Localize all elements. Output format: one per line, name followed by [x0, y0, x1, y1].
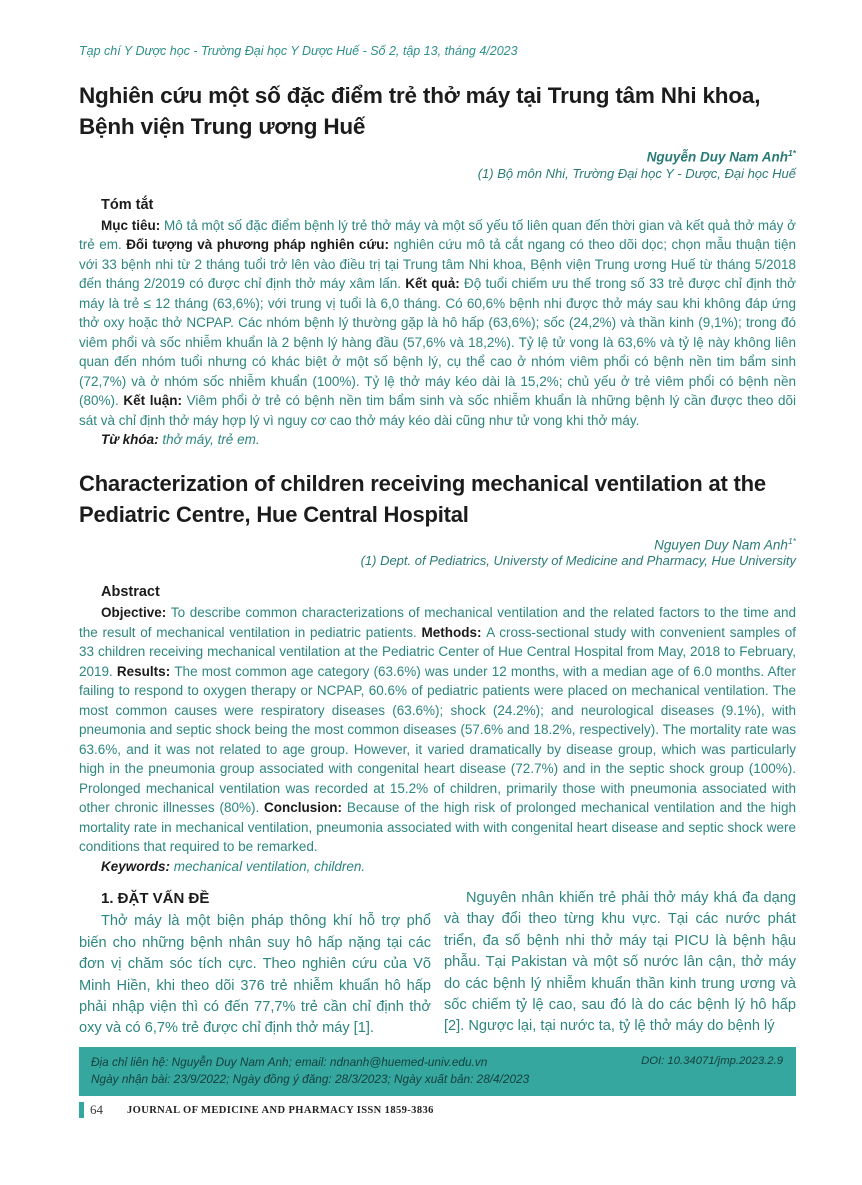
page-number: 64 [90, 1102, 103, 1117]
intro-columns [79, 888, 796, 1040]
abstract-heading-vi: Tóm tắt [101, 196, 154, 213]
author-block-vi [79, 148, 796, 182]
author-superscript-en: 1* [787, 535, 796, 546]
article-title-en: Characterization of children receiving mechanical ventilation at the Pediatric Centre, Hue Central Hospital [79, 470, 766, 527]
abstract-en: Objective: To describe common characterizations of mechanical ventilation and the related factors to the time and the result of mechanical ventilation in pediatric patients. Methods: A cross-sectional study with convenient samples of 33 children receiving mechanical ventilation at the Pediatric Center of Hue Central Hospital from May, 2018 to February, 2019. Results: The most common age category (63.6%) was under 12 months, with a median age of 6.0 months. After failing to respond to oxygen therapy or NCPAP, 60.6% of pediatric patients were placed on mechanical ventilation. The most common causes were respiratory diseases (63.6%); shock (24.2%); and neurological diseases (9.1%), with pneumonia and septic shock being the most common diseases (57.6% and 18.2%, respectively). The mortality rate was 63.6%, and it was not related to age group. However, it varied dramatically by disease group, which was particularly high in the pneumonia group associated with congenital heart disease (72.7%) and in the septic shock group (100%). Prolonged mechanical ventilation was recorded at 15.2% of children, primarily those with pneumonia associated with other chronic illnesses (80%). Conclusion: Because of the high risk of prolonged mechanical ventilation and the high mortality rate in mechanical ventilation, pneumonia associated with with congenital heart disease and septic shock were conditions that required to be remarked. [79, 605, 797, 854]
affiliation-vi: (1) Bộ môn Nhi, Trường Đại học Y - Dược, Đại học Huế [477, 165, 796, 181]
contact-bar [79, 1047, 796, 1096]
author-name-vi-text: Nguyễn Duy Nam Anh [646, 149, 788, 165]
article-title-vi: Nghiên cứu một số đặc điểm trẻ thở máy tại Trung tâm Nhi khoa, Bệnh viện Trung ương Huế [79, 83, 761, 139]
contact-line-1: Địa chỉ liên hệ: Nguyễn Duy Nam Anh; email: ndnanh@huemed-univ.edu.vn [91, 1055, 488, 1069]
intro-right-column [444, 888, 796, 1040]
intro-right-paragraph: Nguyên nhân khiến trẻ phải thở máy khá đa dạng và thay đổi theo từng khu vực. Tại các nước phát triển, đa số bệnh nhi thở máy tại PICU là bệnh hậu phẫu. Tại Pakistan và một số nước lân cận, thở máy do các bệnh lý nhiễm khuẩn thần kinh trung ương và sốc chiếm tỷ lệ cao, sau đó là do các bệnh lý hô hấp [2]. Ngược lại, tại nước ta, tỷ lệ thở máy do bệnh lý [444, 890, 796, 1035]
page-footer [79, 1102, 434, 1118]
author-block-en [79, 536, 796, 570]
page-number-accent-bar [79, 1102, 84, 1118]
affiliation-en: (1) Dept. of Pediatrics, Universty of Medicine and Pharmacy, Hue University [360, 553, 796, 568]
author-name-vi [79, 148, 796, 165]
contact-line-2: Ngày nhận bài: 23/9/2022; Ngày đồng ý đăng: 28/3/2023; Ngày xuất bản: 28/4/2023 [91, 1071, 530, 1086]
intro-left-paragraph: Thở máy là một biện pháp thông khí hỗ trợ phổ biến cho những bệnh nhân suy hô hấp nặng tại các đơn vị chăm sóc tích cực. Theo nghiên cứu của Võ Minh Hiền, khi theo dõi 376 trẻ nhiễm khuẩn hô hấp phải nhập viện thì có đến 77,7% trẻ cần chỉ định thở oxy và có 6,7% trẻ được chỉ định thở máy [1]. [79, 913, 431, 1037]
keywords-en: mechanical ventilation, children. [173, 858, 366, 874]
keywords-label-en: Keywords: [101, 858, 174, 874]
keywords-label-vi: Từ khóa: [101, 432, 163, 447]
author-superscript-vi: 1* [787, 148, 796, 158]
keywords-vi: thở máy, trẻ em. [162, 432, 260, 447]
journal-header-line: Tạp chí Y Dược học - Trường Đại học Y Dược Huế - Số 2, tập 13, tháng 4/2023 [79, 44, 518, 58]
author-name-en-text: Nguyen Duy Nam Anh [654, 537, 788, 552]
doi-text: DOI: 10.34071/jmp.2023.2.9 [641, 1055, 783, 1067]
journal-name-footer: JOURNAL OF MEDICINE AND PHARMACY ISSN 1859-3836 [127, 1104, 434, 1116]
abstract-vi: Mục tiêu: Mô tả một số đặc điểm bệnh lý trẻ thở máy và một số yếu tố liên quan đến thời gian và kết quả thở máy ở trẻ em. Đối tượng và phương pháp nghiên cứu: nghiên cứu mô tả cắt ngang có theo dõi dọc; chọn mẫu thuận tiện với 33 bệnh nhi từ 2 tháng tuổi trở lên vào điều trị tại Trung tâm Nhi khoa, Bệnh viện Trung ương Huế từ tháng 5/2018 đến tháng 2/2019 có được chỉ định thở máy xâm lấn. Kết quả: Độ tuổi chiếm ưu thế trong số 33 trẻ được chỉ định thở máy là trẻ ≤ 12 tháng (63,6%); với trung vị tuổi là 6,0 tháng. Có 60,6% bệnh nhi được thở máy sau khi không đáp ứng thở oxy hoặc thở NCPAP. Các nhóm bệnh lý thường gặp là hô hấp (63,6%); sốc (24,2%) và thần kinh (9,1%); trong đó viêm phổi và sốc nhiễm khuẩn là 2 bệnh lý hàng đầu (57,6% và 18,2%). Tỷ lệ tử vong là 63,6% và tỷ lệ này không liên quan đến nhóm tuổi nhưng có khác biệt ở một số bệnh lý, cụ thể cao ở nhóm viêm phổi có bệnh nền tim bẩm sinh (72,7%) và ở nhóm sốc nhiễm khuẩn (100%). Tỷ lệ thở máy kéo dài là 15,2%; chủ yếu ở trẻ viêm phổi có bệnh nền (80%). Kết luận: Viêm phổi ở trẻ có bệnh nền tim bẩm sinh và sốc nhiễm khuẩn là những bệnh lý cần được theo dõi sát và chỉ định thở máy hợp lý vì nguy cơ cao thở máy kéo dài cũng như tử vong khi thở máy. [79, 217, 796, 428]
author-name-en [79, 536, 796, 553]
contact-lines [91, 1054, 529, 1087]
intro-left-column [79, 888, 431, 1040]
keywords-line-vi [79, 430, 796, 450]
keywords-line-en [79, 857, 796, 877]
intro-heading: 1. ĐẶT VẤN ĐỀ [101, 890, 210, 907]
abstract-heading-en: Abstract [101, 584, 160, 600]
